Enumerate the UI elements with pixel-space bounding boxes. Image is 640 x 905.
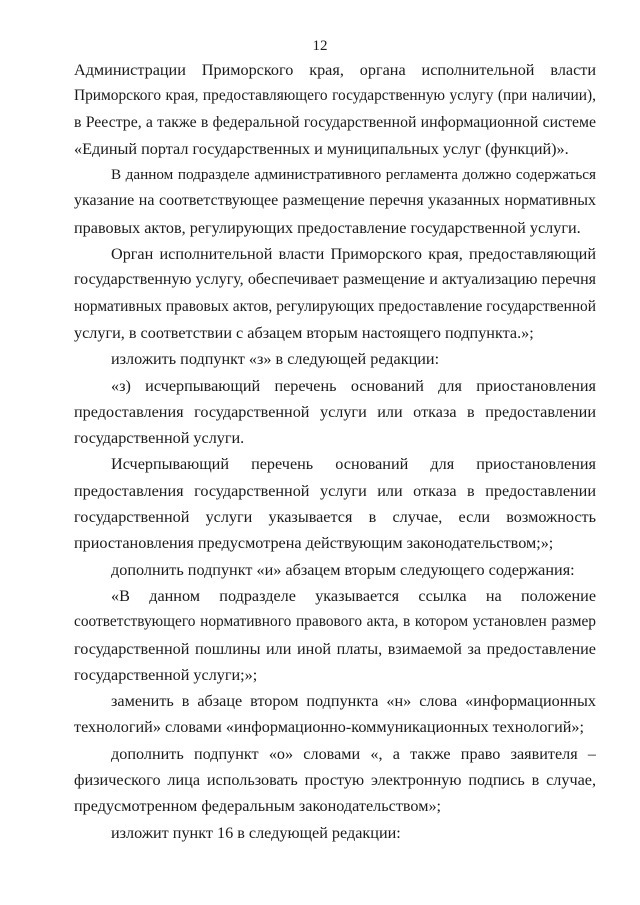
- text-line: Администрации Приморского края, органа исполнительной власти: [74, 61, 596, 79]
- text-line: соответствующего нормативного правового акта, в котором установлен размер: [74, 613, 596, 631]
- text-line: нормативных правовых актов, регулирующих предоставление государственной: [74, 297, 596, 315]
- text-line: услуги, в соответствии с абзацем вторым настоящего подпункта.»;: [74, 323, 534, 342]
- page-number: 12: [312, 38, 328, 54]
- text-line: «Единый портал государственных и муниципальных услуг (функций)».: [74, 139, 569, 158]
- text-line: правовых актов, регулирующих предоставление государственной услуги.: [74, 218, 581, 237]
- text-line: государственной услуги;»;: [74, 665, 258, 684]
- text-line: изложить подпункт «з» в следующей редакции:: [111, 350, 440, 369]
- text-line: изложит пункт 16 в следующей редакции:: [111, 823, 401, 842]
- text-line: предоставления государственной услуги или отказа в предоставлении: [74, 481, 596, 500]
- text-line: предоставления государственной услуги или отказа в предоставлении: [74, 402, 596, 421]
- text-line: дополнить подпункт «и» абзацем вторым следующего содержания:: [111, 560, 575, 579]
- text-line: предусмотренном федеральным законодательством»;: [74, 797, 442, 816]
- text-line: государственной услуги указывается в случае, если возможность: [74, 508, 596, 527]
- text-line: В данном подразделе административного регламента должно содержаться: [111, 166, 596, 184]
- text-line: заменить в абзаце втором подпункта «н» слова «информационных: [111, 692, 596, 711]
- text-line: Приморского края, предоставляющего государственную услугу (при наличии),: [74, 87, 596, 105]
- text-line: «з) исчерпывающий перечень оснований для приостановления: [111, 376, 596, 395]
- text-line: государственной услуги.: [74, 429, 245, 448]
- text-line: приостановления предусмотрена действующим законодательством;»;: [74, 534, 554, 553]
- text-line: физического лица использовать простую электронную подпись в случае,: [74, 771, 596, 790]
- text-line: государственной пошлины или иной платы, взимаемой за предоставление: [74, 639, 596, 658]
- text-line: указание на соответствующее размещение перечня указанных нормативных: [74, 192, 596, 210]
- text-line: в Реестре, а также в федеральной государственной информационной системе: [74, 113, 596, 131]
- text-line: Орган исполнительной власти Приморского края, предоставляющий: [111, 245, 596, 264]
- text-line: технологий» словами «информационно-коммуникационных технологий»;: [74, 718, 584, 737]
- document-body: [74, 57, 596, 846]
- text-line: Исчерпывающий перечень оснований для приостановления: [111, 455, 596, 474]
- text-line: дополнить подпункт «о» словами «, а также право заявителя –: [111, 744, 596, 763]
- text-line: государственную услугу, обеспечивает размещение и актуализацию перечня: [74, 271, 596, 289]
- text-line: «В данном подразделе указывается ссылка на положение: [111, 586, 596, 605]
